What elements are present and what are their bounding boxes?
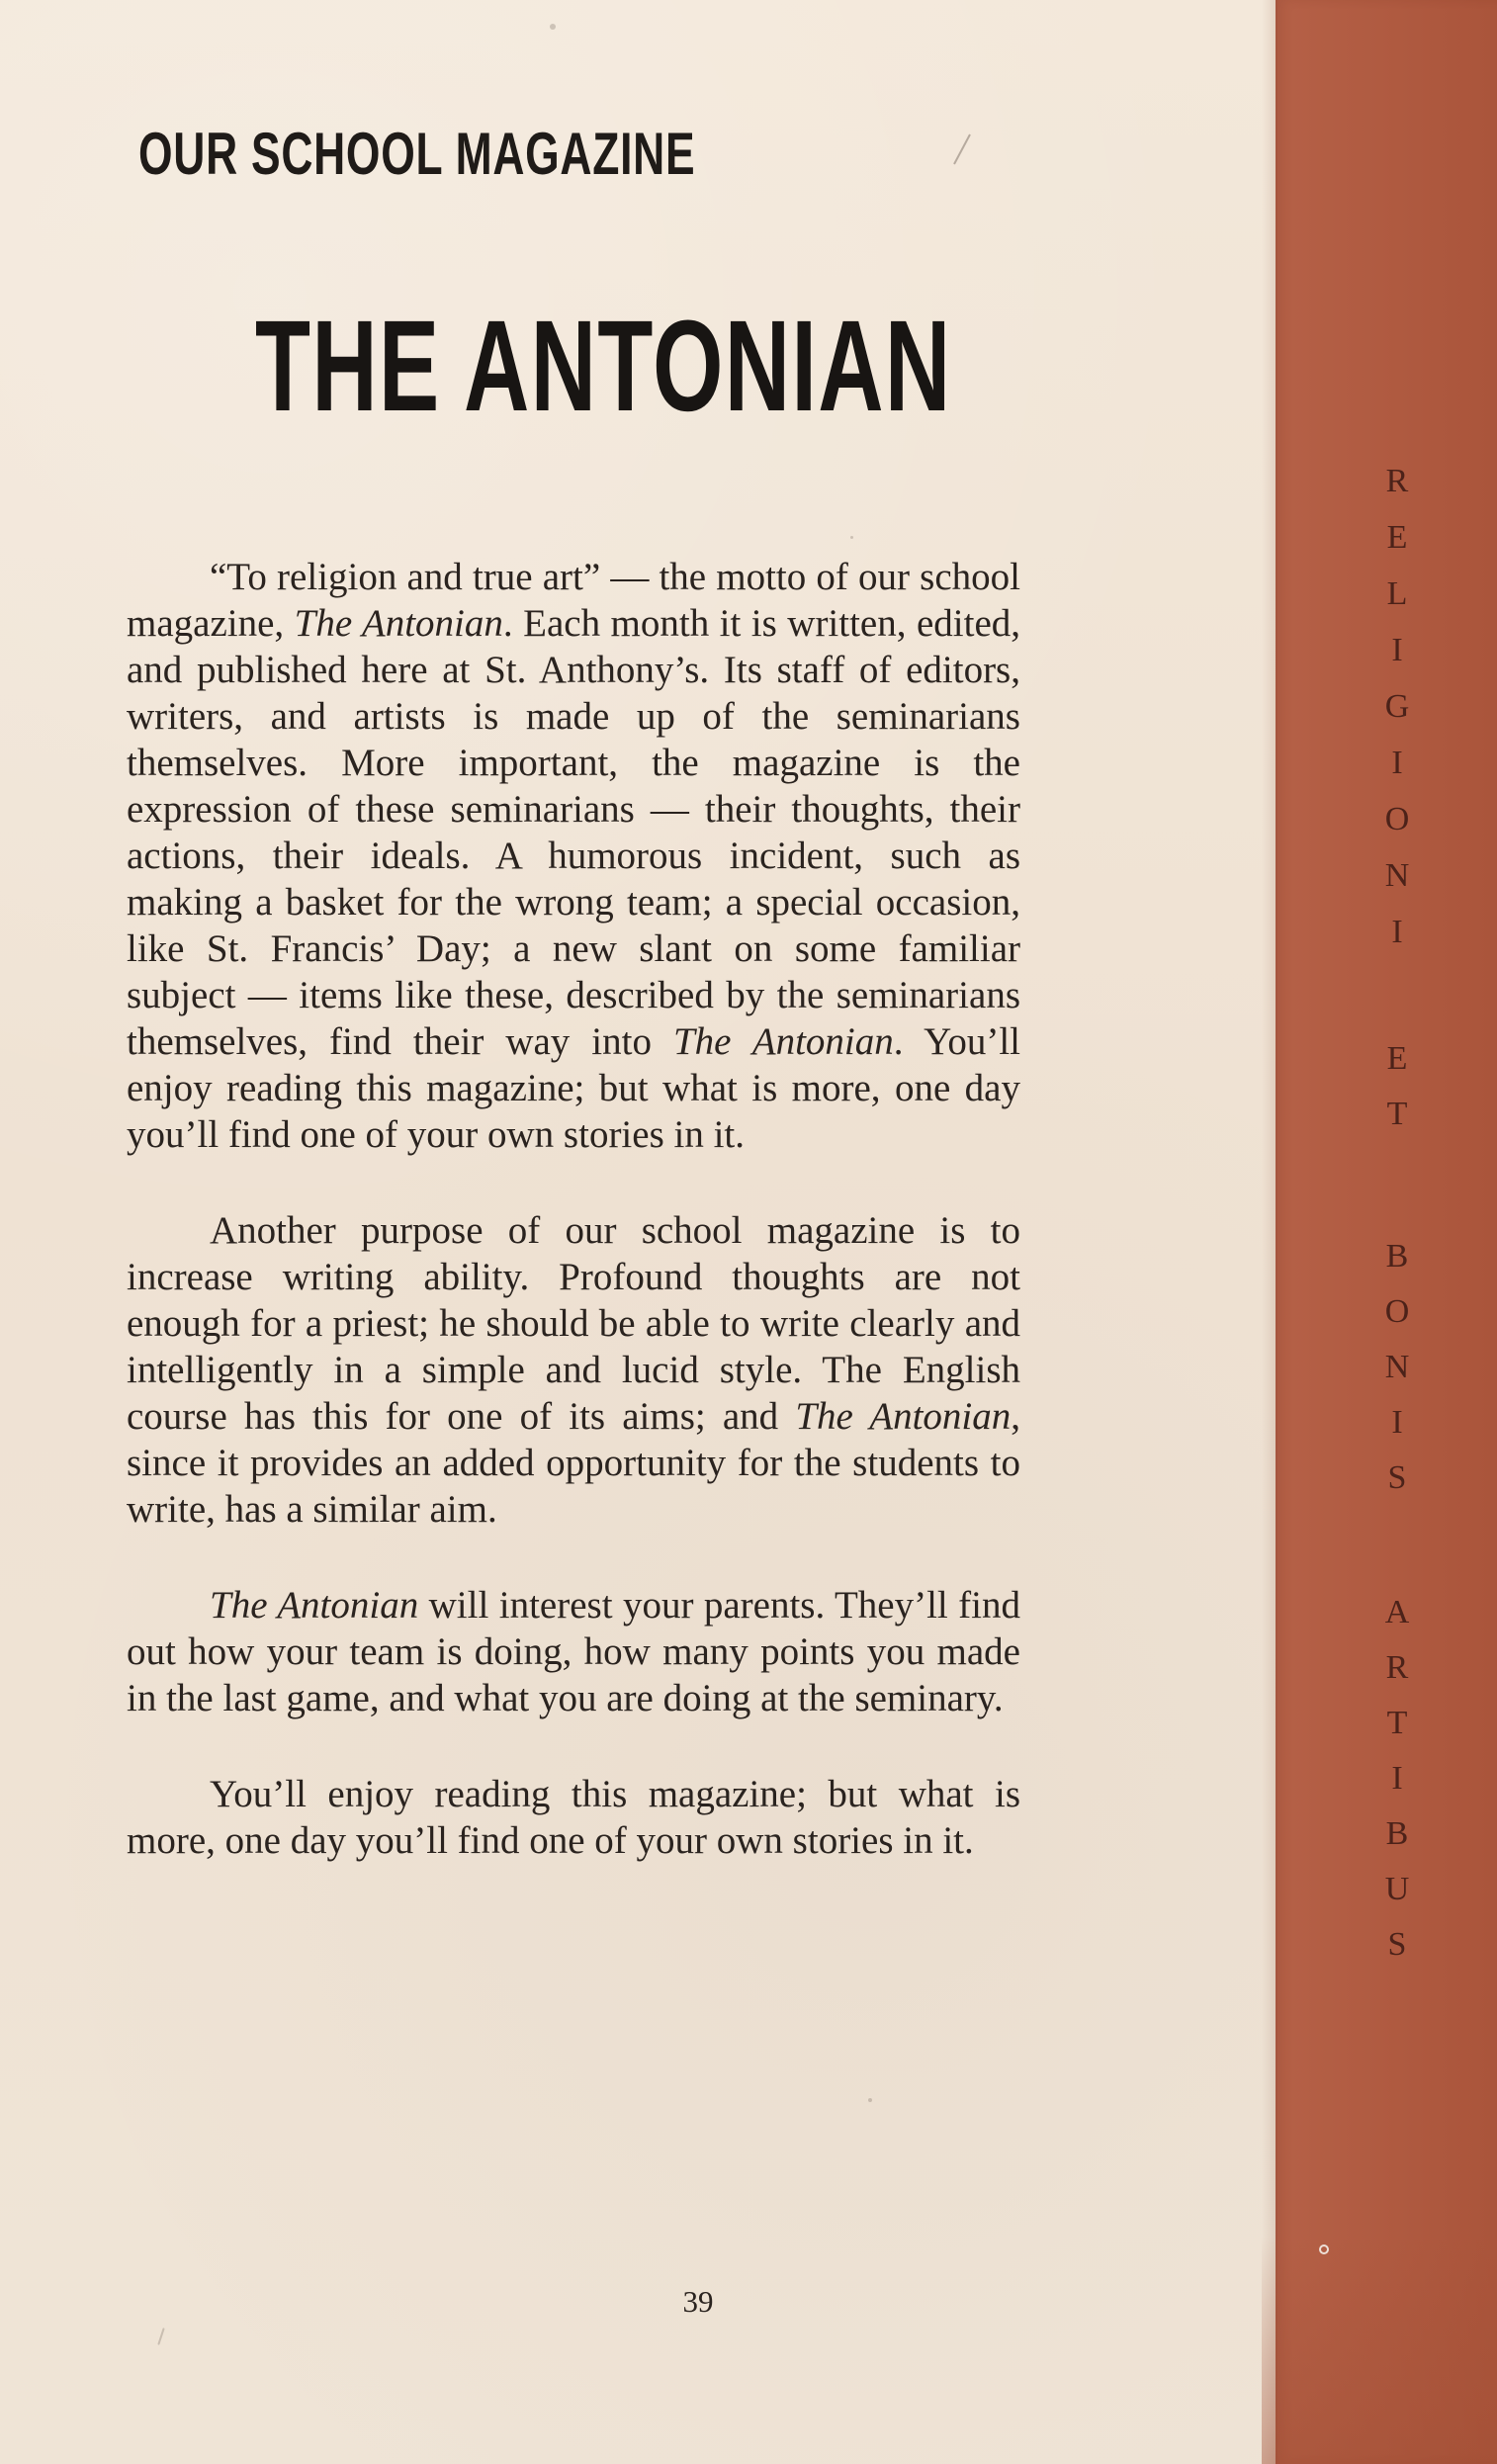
motto-letter: I [1391,1404,1403,1441]
paper-speck [157,2328,164,2345]
publication-title: The Antonian [795,1395,1012,1438]
motto-letter: R [1385,1649,1409,1686]
motto-letter: B [1385,1238,1409,1275]
motto-letter: I [1391,632,1403,668]
motto-letter: I [1391,745,1403,781]
motto-letter: T [1386,1705,1408,1741]
paragraph-2-part-1: Another purpose of our school magazine is to increase writing ability. Profound thoughts are not enough for a priest; he should be able to write clearly and intelligently in a simple and lucid style. The English course has this for one of its aims; and [127,1209,1020,1438]
paragraph-3-part-1: will interest your parents. They’ll find out how your team is doing, how many points you made in the last game, and what you are doing at the seminary. [127,1584,1020,1719]
motto-letter: I [1391,914,1403,950]
motto-letter: S [1387,1926,1407,1963]
motto-letter: I [1391,1760,1403,1797]
paper-speck [550,24,556,30]
motto-letter: O [1384,1293,1410,1330]
motto-letter: N [1384,857,1410,894]
margin-mark [953,134,971,165]
paragraph-1-part-1: “To religion and true art” — the motto of our school magazine, [127,556,1020,645]
motto-letter: O [1384,801,1410,837]
page-title: THE ANTONIAN [255,293,952,438]
paragraph-1 [127,554,1020,1158]
paragraph-4-text: You’ll enjoy reading this magazine; but what is more, one day you’ll find one of your own stories in it. [127,1773,1020,1862]
publication-title: The Antonian [210,1584,419,1627]
motto-letter: S [1387,1459,1407,1496]
paper-speck [868,2098,872,2102]
paragraph-1-part-2: . Each month it is written, edited, and published here at St. Anthony’s. Its staff of editors, writers, and artists is made up of the seminarians themselves. More important, the magazine is the expression of these seminarians — their thoughts, their actions, their ideals. A humorous incident, such as making a basket for the wrong team; a special occasion, like St. Francis’ Day; a new slant on some familiar subject — items like these, described by the seminarians themselves, find their way into [127,602,1021,1063]
paragraph-3 [127,1582,1020,1721]
motto-letter: E [1386,519,1408,556]
publication-title: The Antonian [294,602,503,645]
article-body [127,554,1020,1864]
paragraph-4 [127,1771,1020,1864]
motto-letter: E [1386,1040,1408,1077]
motto-letter: N [1384,1349,1410,1385]
motto-letter: L [1386,575,1408,612]
motto-letter: A [1384,1594,1410,1630]
section-label: OUR SCHOOL MAGAZINE [138,121,696,187]
circle-icon [1319,2244,1329,2254]
motto-letter: G [1384,688,1410,725]
paragraph-2 [127,1207,1020,1533]
publication-title: The Antonian [672,1020,894,1063]
motto-letter: B [1385,1815,1409,1852]
motto-letter: U [1384,1871,1410,1907]
motto-letter: R [1385,463,1409,499]
paragraph-2-part-2: , since it provides an added opportunity for the students to write, has a similar aim. [127,1395,1020,1531]
motto-band [1276,0,1497,2464]
motto-letter: T [1386,1096,1408,1132]
paper-speck [850,536,853,539]
paragraph-1-part-3: . You’ll enjoy reading this magazine; but what is more, one day you’ll find one of your own stories in it. [127,1020,1020,1156]
page-number: 39 [682,2284,714,2319]
